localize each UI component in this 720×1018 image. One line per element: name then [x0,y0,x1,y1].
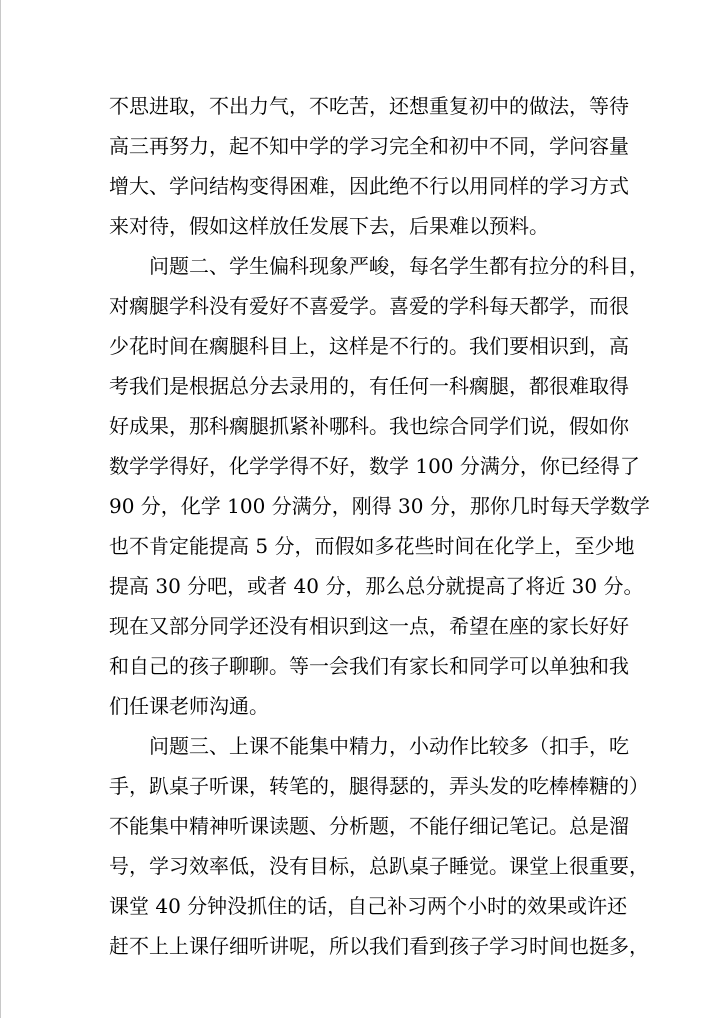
paragraph-heading-line: 问题三、上课不能集中精力，小动作比较多（扣手，吃 [149,734,629,758]
text-line: 不思进取，不出力气，不吃苦，还想重复初中的做法，等待 [109,94,629,118]
text-line: 提高 30 分吧，或者 40 分，那么总分就提高了将近 30 分。 [109,574,644,598]
text-line: 高三再努力，起不知中学的学习完全和初中不同，学问容量 [109,134,629,158]
text-line: 也不肯定能提高 5 分，而假如多花些时间在化学上，至少地 [109,534,635,558]
text-line: 增大、学问结构变得困难，因此绝不行以用同样的学习方式 [109,174,629,198]
text-line: 们任课老师沟通。 [109,694,269,718]
text-line: 90 分，化学 100 分满分，刚得 30 分，那你几时每天学数学 [109,494,650,518]
text-line: 现在又部分同学还没有相识到这一点，希望在座的家长好好 [109,614,629,638]
paragraph-heading-line: 问题二、学生偏科现象严峻，每名学生都有拉分的科目， [149,254,649,278]
text-line: 来对待，假如这样放任发展下去，后果难以预料。 [109,214,549,238]
text-line: 赶不上上课仔细听讲呢，所以我们看到孩子学习时间也挺多， [109,934,649,958]
text-line: 和自己的孩子聊聊。等一会我们有家长和同学可以单独和我 [109,654,629,678]
text-line: 对瘸腿学科没有爱好不喜爱学。喜爱的学科每天都学，而很 [109,294,629,318]
text-line: 数学学得好，化学学得不好，数学 100 分满分，你已经得了 [109,454,640,478]
text-line: 不能集中精神听课读题、分析题，不能仔细记笔记。总是溜 [109,814,629,838]
text-line: 手，趴桌子听课，转笔的，腿得瑟的，弄头发的吃棒棒糖的） [109,774,649,798]
text-line: 好成果，那科瘸腿抓紧补哪科。我也综合同学们说，假如你 [109,414,629,438]
text-line: 号，学习效率低，没有目标，总趴桌子睡觉。课堂上很重要， [109,854,649,878]
text-line: 考我们是根据总分去录用的，有任何一科瘸腿，都很难取得 [109,374,629,398]
text-line: 课堂 40 分钟没抓住的话，自己补习两个小时的效果或许还 [109,894,628,918]
text-line: 少花时间在瘸腿科目上，这样是不行的。我们要相识到，高 [109,334,629,358]
